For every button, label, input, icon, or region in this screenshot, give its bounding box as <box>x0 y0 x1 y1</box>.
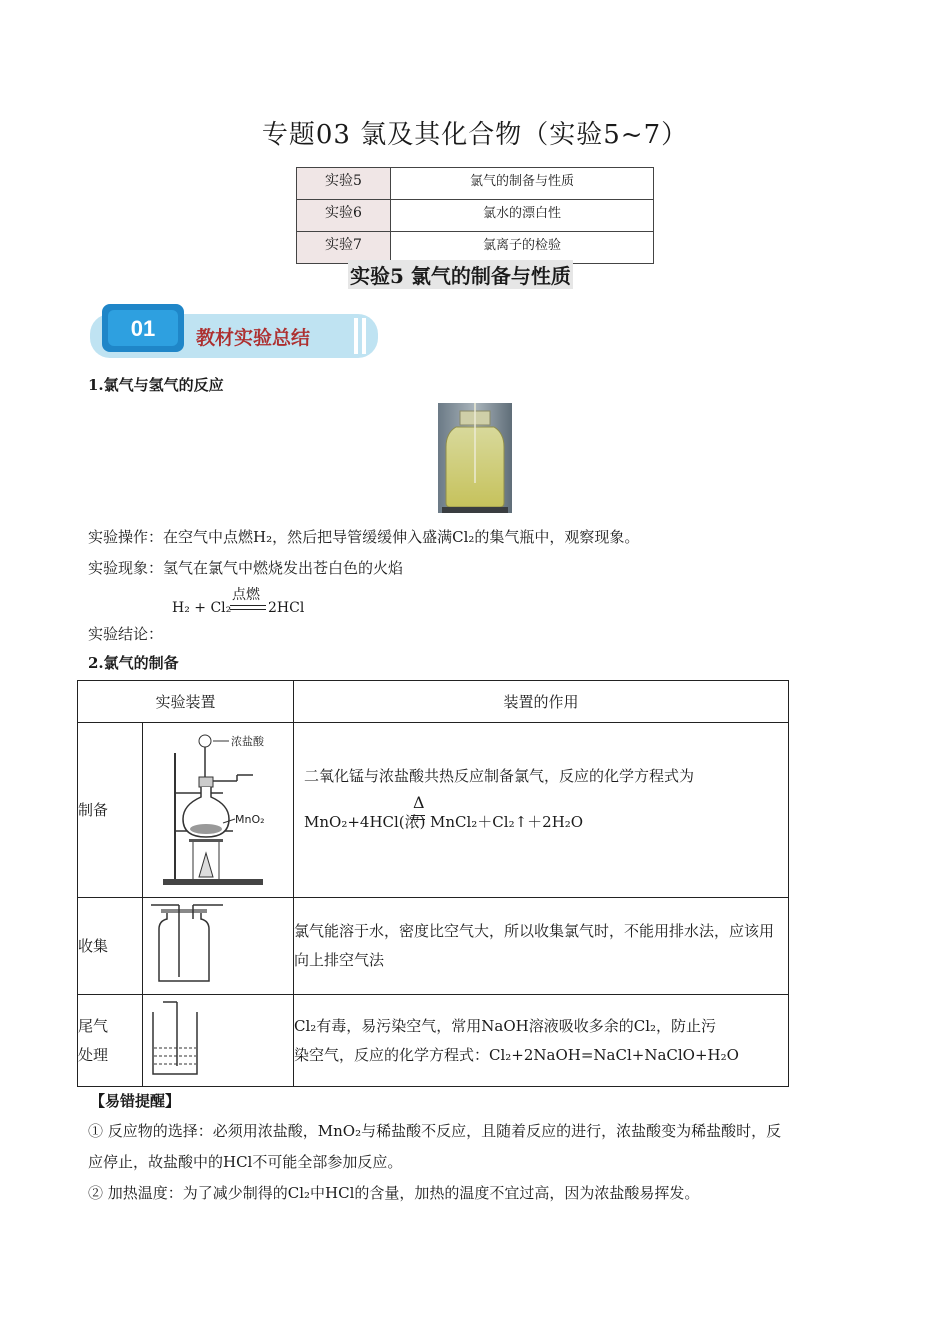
equation-condition: 点燃 <box>232 587 260 603</box>
table-header-row <box>78 681 789 723</box>
part1-heading: 1.氯气与氢气的反应 <box>88 376 224 394</box>
header-apparatus: 实验装置 <box>78 681 294 723</box>
preparation-table <box>77 680 789 1087</box>
topic-cell: 氯离子的检验 <box>391 232 654 264</box>
beaker-diagram <box>143 996 293 1082</box>
reminder-item1a: ① 反应物的选择：必须用浓盐酸，MnO₂与稀盐酸不反应，且随着反应的进行，浓盐酸变为稀盐酸时，反 <box>88 1122 782 1140</box>
table-row <box>297 168 654 200</box>
equation-right: 2HCl <box>268 600 305 616</box>
exp-cell: 实验7 <box>297 232 391 264</box>
header-function: 装置的作用 <box>294 681 789 723</box>
row-label-tailgas <box>78 995 143 1087</box>
topic-cell: 氯水的漂白性 <box>391 200 654 232</box>
preparation-text: 二氧化锰与浓盐酸共热反应制备氯气，反应的化学方程式为 <box>304 767 695 785</box>
label-conc-hcl: 浓盐酸 <box>231 735 264 748</box>
prep-eq-sign <box>411 815 425 820</box>
banner-number: 01 <box>130 316 156 341</box>
table-row <box>78 723 789 898</box>
label-mno2: MnO₂ <box>235 813 265 826</box>
reminder-title: 【易错提醒】 <box>90 1092 181 1110</box>
reminder-item2: ② 加热温度：为了减少制得的Cl₂中HCl的含量，加热的温度不宜过高，因为浓盐酸易挥发。 <box>88 1184 700 1202</box>
collection-apparatus-cell <box>143 898 294 995</box>
operation-text: 实验操作：在空气中点燃H₂，然后把导管缓缓伸入盛满Cl₂的集气瓶中，观察现象。 <box>88 528 640 546</box>
section-banner <box>88 300 380 362</box>
exp-cell: 实验6 <box>297 200 391 232</box>
experiment-index-table <box>296 167 654 264</box>
equation-arrow <box>230 605 266 610</box>
tailgas-text <box>294 995 789 1087</box>
banner-label: 教材实验总结 <box>196 327 311 349</box>
preparation-apparatus-cell <box>143 723 294 898</box>
phenomenon-text: 实验现象：氢气在氯气中燃烧发出苍白色的火焰 <box>88 559 404 577</box>
reaction-equation <box>172 584 322 624</box>
topic-cell: 氯气的制备与性质 <box>391 168 654 200</box>
row-label-preparation: 制备 <box>78 723 143 898</box>
tailgas-text-line2: 染空气，反应的化学方程式：Cl₂+2NaOH=NaCl+NaClO+H₂O <box>294 1045 739 1064</box>
collection-text: 氯气能溶于水，密度比空气大，所以收集氯气时，不能用排水法，应该用向上排空气法 <box>294 898 789 995</box>
tailgas-label-line2: 处理 <box>78 1045 109 1064</box>
tailgas-apparatus-cell <box>143 995 294 1087</box>
table-row <box>297 200 654 232</box>
part2-heading: 2.氯气的制备 <box>88 654 179 672</box>
preparation-apparatus-diagram <box>143 723 293 893</box>
row-label-collection: 收集 <box>78 898 143 995</box>
table-row <box>78 898 789 995</box>
reminder-item1b: 应停止，故盐酸中的HCl不可能全部参加反应。 <box>88 1153 403 1171</box>
conclusion-text: 实验结论： <box>88 625 164 643</box>
exp-cell: 实验5 <box>297 168 391 200</box>
table-row <box>297 232 654 264</box>
gas-jar-photo <box>438 403 512 513</box>
section-title: 实验5 氯气的制备与性质 <box>348 260 573 289</box>
preparation-function-cell <box>294 723 789 898</box>
prep-eq-left: MnO₂+4HCl(浓) <box>304 813 426 831</box>
gas-bottle-diagram <box>143 899 293 989</box>
tailgas-text-line1: Cl₂有毒，易污染空气，常用NaOH溶液吸收多余的Cl₂，防止污 <box>294 1016 717 1035</box>
prep-eq-right: MnCl₂＋Cl₂↑＋2H₂O <box>430 813 584 831</box>
document-title: 专题03 氯及其化合物（实验5~7） <box>261 120 689 150</box>
prep-eq-cond: Δ <box>413 793 425 812</box>
tailgas-label-line1: 尾气 <box>78 1016 109 1035</box>
equation-left: H₂ + Cl₂ <box>172 600 232 616</box>
table-row <box>78 995 789 1087</box>
